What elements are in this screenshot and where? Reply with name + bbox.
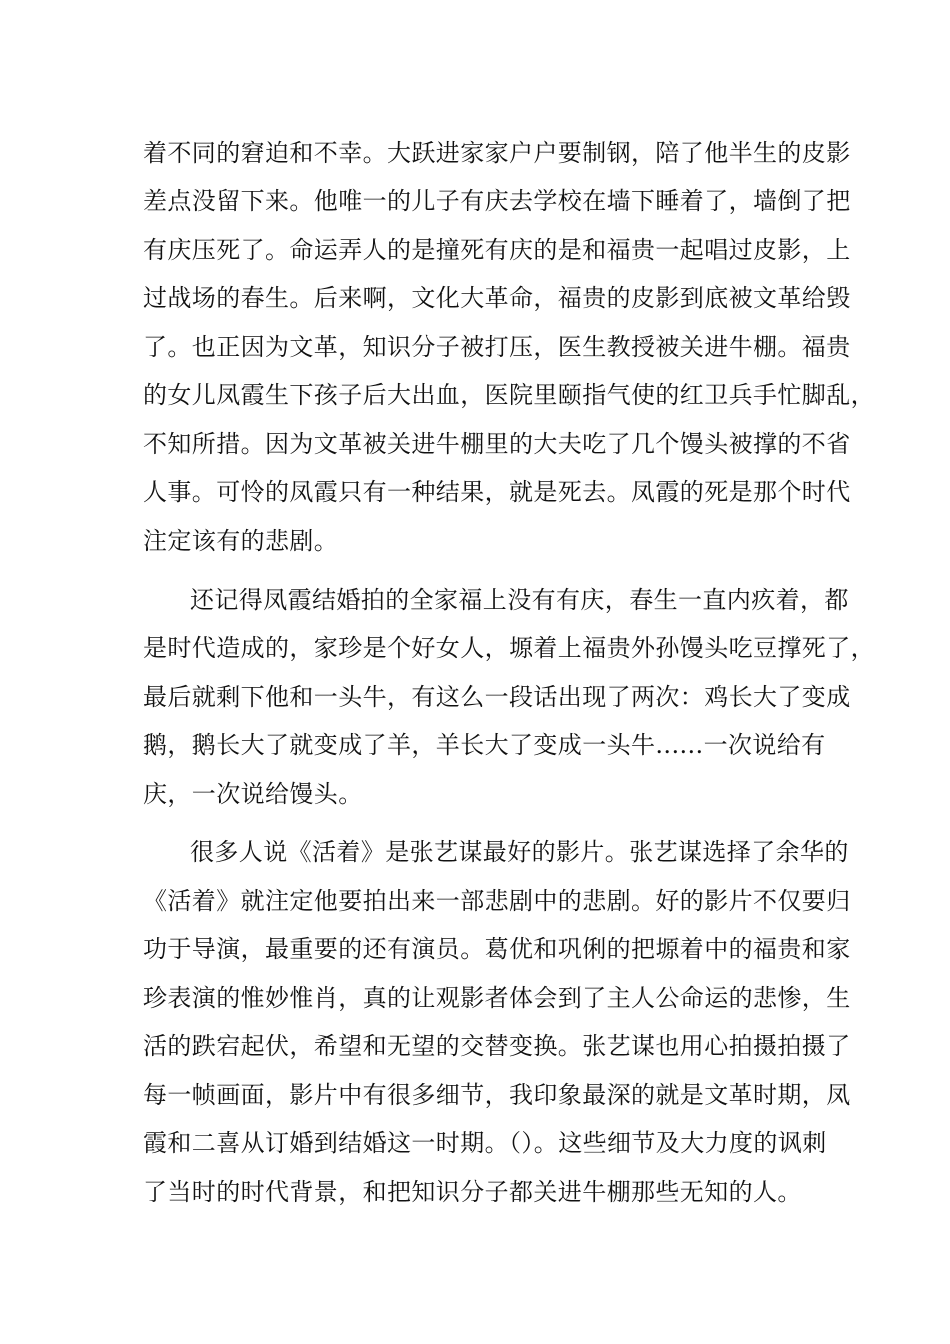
text-line: 最后就剩下他和一头牛，有这么一段话出现了两次：鸡长大了变成 [143,683,851,711]
text-line: 活的跌宕起伏，希望和无望的交替变换。张艺谋也用心拍摄拍摄了 [143,1032,851,1060]
paragraph-first-line: 很多人说《活着》是张艺谋最好的影片。张艺谋选择了余华的 [190,838,849,866]
text-line: 过战场的春生。后来啊，文化大革命，福贵的皮影到底被文革给毁 [143,284,851,312]
text-line: 人事。可怜的凤霞只有一种结果，就是死去。凤霞的死是那个时代 [143,478,851,506]
text-line: 的女儿凤霞生下孩子后大出血，医院里颐指气使的红卫兵手忙脚乱， [143,381,875,409]
text-line: 霞和二喜从订婚到结婚这一时期。（）。这些细节及大力度的讽刺 [143,1129,827,1157]
text-line: 鹅，鹅长大了就变成了羊，羊长大了变成一头牛......一次说给有 [143,731,826,759]
text-line: 是时代造成的，家珍是个好女人，塬着上福贵外孙馒头吃豆撑死了， [143,634,875,662]
text-line: 了。也正因为文革，知识分子被打压，医生教授被关进牛棚。福贵 [143,333,851,361]
text-line: 不知所措。因为文革被关进牛棚里的大夫吃了几个馒头被撑的不省 [143,430,851,458]
text-line: 每一帧画面，影片中有很多细节，我印象最深的就是文革时期，凤 [143,1081,851,1109]
text-line: 差点没留下来。他唯一的儿子有庆去学校在墙下睡着了，墙倒了把 [143,187,851,215]
text-line: 着不同的窘迫和不幸。大跃进家家户户要制钢，陪了他半生的皮影 [143,139,851,167]
text-line: 有庆压死了。命运弄人的是撞死有庆的是和福贵一起唱过皮影，上 [143,236,851,264]
text-line: 注定该有的悲剧。 [143,527,339,555]
paragraph-first-line: 还记得凤霞结婚拍的全家福上没有有庆，春生一直内疚着，都 [190,586,849,614]
text-line: 《活着》就注定他要拍出来一部悲剧中的悲剧。好的影片不仅要归 [143,887,851,915]
text-line: 了当时的时代背景，和把知识分子都关进牛棚那些无知的人。 [143,1178,802,1206]
text-line: 庆，一次说给馒头。 [143,780,363,808]
text-line: 珍表演的惟妙惟肖，真的让观影者体会到了主人公命运的悲惨，生 [143,984,851,1012]
text-line: 功于导演，最重要的还有演员。葛优和巩俐的把塬着中的福贵和家 [143,935,851,963]
